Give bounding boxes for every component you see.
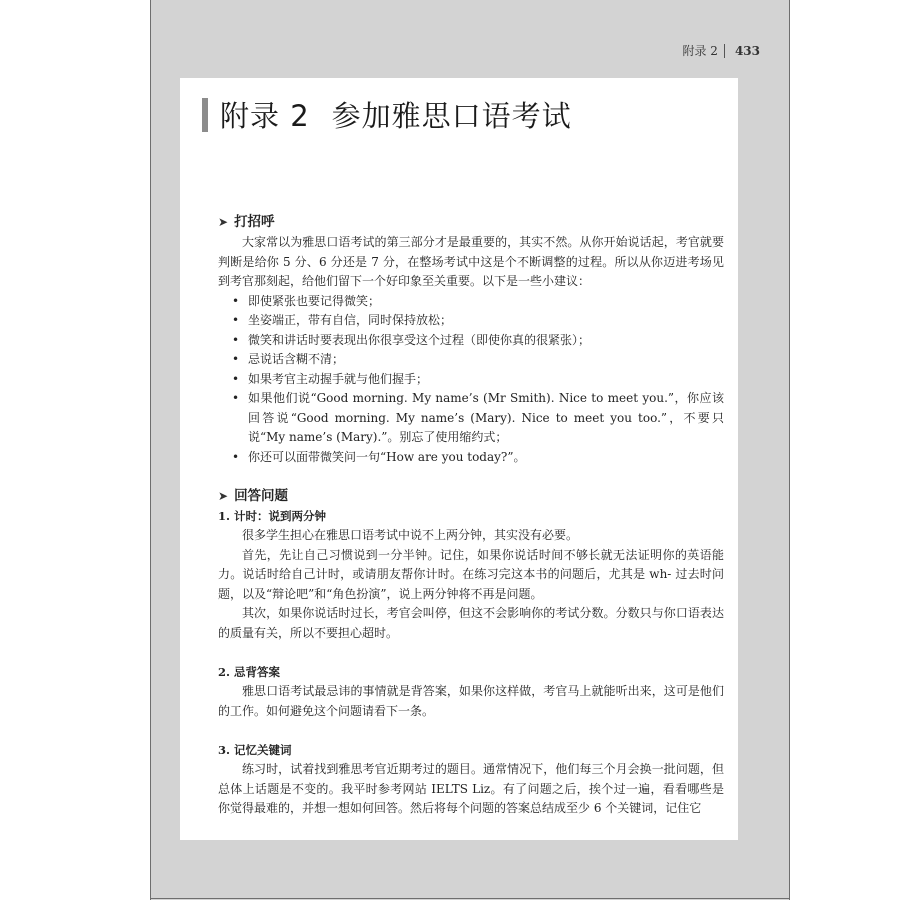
paragraph: 练习时，试着找到雅思考官近期考过的题目。通常情况下，他们每三个月会换一批问题，但总体上话题是不变的。我平时参考网站 IELTS Liz。有了问题之后，挨个过一遍，看看哪些是你觉得最难的，并想一想如何回答。然后将每个问题的答案总结成至少 6 个关键词，记住它 xyxy=(218,762,724,815)
tip-item: • 忌说话含糊不清； xyxy=(232,352,345,366)
tip-item: • 微笑和讲话时要表现出你很享受这个过程（即使你真的很紧张）； xyxy=(232,332,591,347)
page-number: 433 xyxy=(734,43,760,58)
section-intro-paragraph: 大家常以为雅思口语考试的第三部分才是最重要的，其实不然。从你开始说话起，考官就要判断是给你 5 分、6 分还是 7 分，在整场考试中这是个不断调整的过程。所以从你迈进考场见到考官那刻起，给他们留下一个好印象至关重要。以下是一些小建议： xyxy=(218,235,724,288)
tip-item: • 坐姿端正，带有自信，同时保持放松； xyxy=(232,313,453,327)
subsection-title: 3. 记忆关键词 xyxy=(218,743,292,757)
tip-item: • 如果他们说“Good morning. My name’s (Mr Smith). Nice to meet you.”，你应该回答说“Good morning. My name’s (Mary). Nice to meet you too.”，不要只说“My name’s (Mary).”。别忘了使用缩约式； xyxy=(232,391,724,444)
tip-item: • 你还可以面带微笑问一句“How are you today?”。 xyxy=(232,449,526,464)
running-head-label: 附录 2 xyxy=(682,44,718,58)
chapter-label: 附录 2 xyxy=(220,99,310,133)
paragraph: 很多学生担心在雅思口语考试中说不上两分钟，其实没有必要。 xyxy=(242,528,579,542)
section-arrow-icon: ➤ xyxy=(218,214,229,229)
paragraph: 首先，先让自己习惯说到一分半钟。记住，如果你说话时间不够长就无法证明你的英语能力。说话时给自己计时，或请朋友帮你计时。在练习完这本书的问题后，尤其是 wh- 过去时问题，以及“辩论吧”和“角色扮演”，说上两分钟将不再是问题。 xyxy=(218,547,724,601)
paragraph: 其次，如果你说话时过长，考官会叫停，但这不会影响你的考试分数。分数只与你口语表达的质量有关，所以不要担心超时。 xyxy=(218,606,724,640)
running-head-divider xyxy=(724,44,725,58)
paragraph: 雅思口语考试最忌讳的事情就是背答案，如果你这样做，考官马上就能听出来，这可是他们的工作。如何避免这个问题请看下一条。 xyxy=(218,684,724,718)
chapter-title-bar xyxy=(202,98,208,132)
section-arrow-icon: ➤ xyxy=(218,488,229,503)
page-sheet xyxy=(180,78,738,840)
tip-item: • 如果考官主动握手就与他们握手； xyxy=(232,371,429,386)
chapter-title xyxy=(202,94,572,135)
body-text xyxy=(218,212,724,819)
tips-list xyxy=(218,292,724,468)
section-heading-answering: ➤ 回答问题 xyxy=(218,486,724,507)
section-heading-greeting: ➤ 打招呼 xyxy=(218,212,724,233)
tip-item: • 即使紧张也要记得微笑； xyxy=(232,293,381,308)
subsection-title: 1. 计时：说到两分钟 xyxy=(218,509,327,523)
frame-border-right xyxy=(789,0,790,900)
running-head xyxy=(682,42,760,59)
frame-border-bottom xyxy=(150,898,790,899)
frame-border-left xyxy=(150,0,151,900)
chapter-heading: 参加雅思口语考试 xyxy=(331,99,572,133)
subsection-title: 2. 忌背答案 xyxy=(218,665,281,679)
